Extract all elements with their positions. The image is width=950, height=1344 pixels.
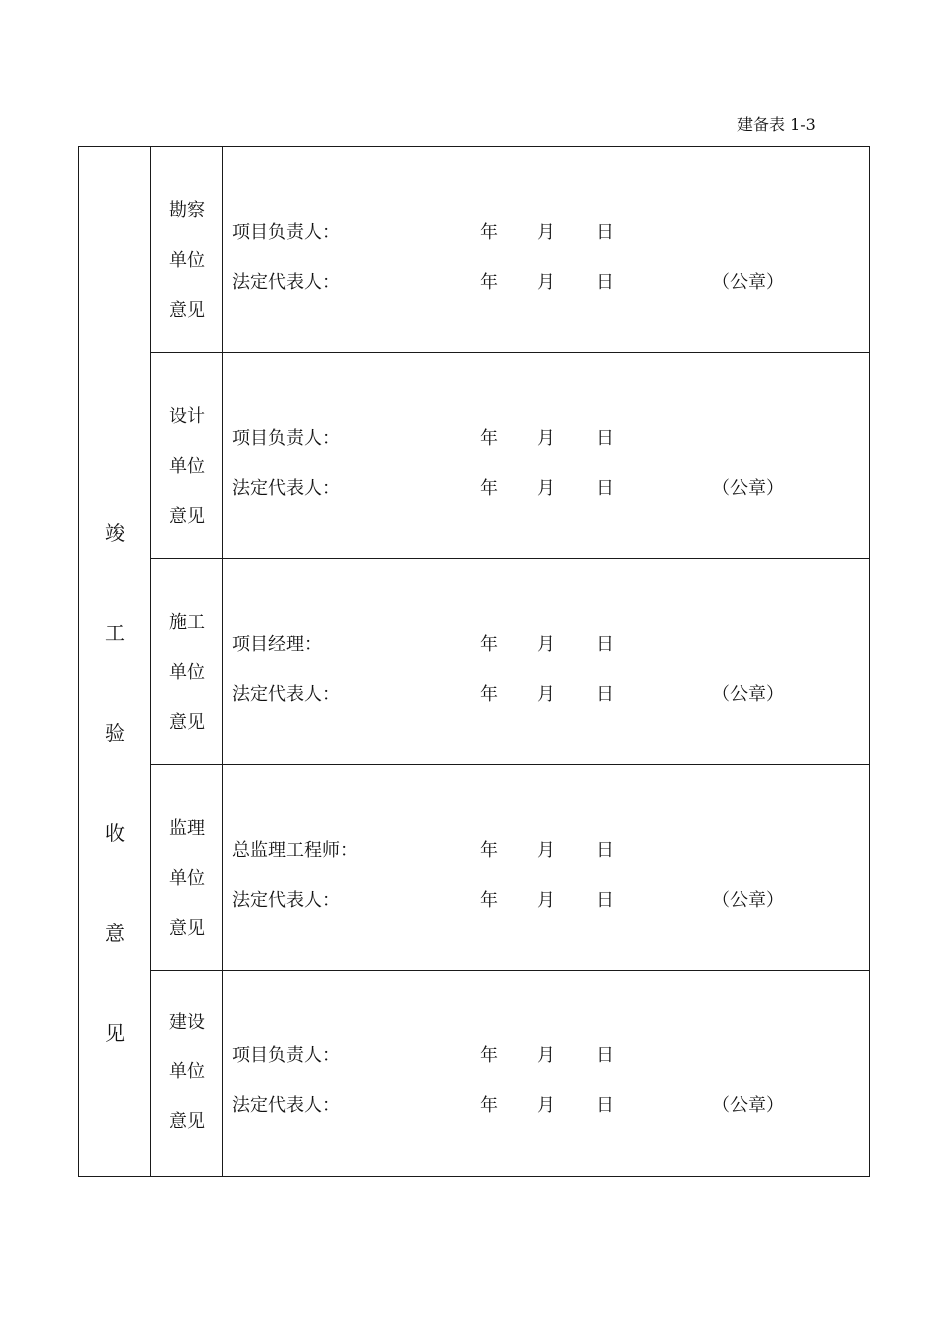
signer-label: 法定代表人： <box>232 1095 340 1116</box>
date-day: 日 <box>596 684 614 705</box>
org-label-line: 单位 <box>169 250 205 271</box>
date-day: 日 <box>596 478 614 499</box>
outer-label-char: 意 <box>105 921 125 945</box>
signature-row <box>151 839 869 863</box>
signer-label: 项目负责人： <box>232 222 340 243</box>
signature-row <box>151 683 869 707</box>
date-day: 日 <box>596 1095 614 1116</box>
outer-label-char: 收 <box>105 821 125 845</box>
signature-row <box>151 633 869 657</box>
date-day: 日 <box>596 272 614 293</box>
org-label-line: 监理 <box>169 818 205 839</box>
date-year: 年 <box>480 478 498 499</box>
date-year: 年 <box>480 428 498 449</box>
date-day: 日 <box>596 634 614 655</box>
date-month: 月 <box>537 272 555 293</box>
date-day: 日 <box>596 428 614 449</box>
org-label-line: 单位 <box>169 868 205 889</box>
signer-label: 法定代表人： <box>232 478 340 499</box>
date-month: 月 <box>537 1045 555 1066</box>
design-unit-section <box>151 353 869 559</box>
date-year: 年 <box>480 684 498 705</box>
date-month: 月 <box>537 890 555 911</box>
date-year: 年 <box>480 1045 498 1066</box>
outer-label-char: 竣 <box>105 521 125 545</box>
outer-label-char: 见 <box>105 1021 125 1045</box>
org-label-line: 单位 <box>169 456 205 477</box>
signer-label: 项目负责人： <box>232 1045 340 1066</box>
org-label <box>151 353 223 558</box>
date-day: 日 <box>596 890 614 911</box>
signer-label: 项目经理： <box>232 634 322 655</box>
date-year: 年 <box>480 1095 498 1116</box>
outer-label-char: 工 <box>105 621 125 645</box>
org-label-line: 意见 <box>169 300 205 321</box>
signer-label: 法定代表人： <box>232 684 340 705</box>
signature-row <box>151 271 869 295</box>
acceptance-opinion-table <box>78 146 870 1177</box>
org-label <box>151 765 223 970</box>
owner-unit-section <box>151 971 869 1177</box>
date-day: 日 <box>596 840 614 861</box>
org-label-line: 单位 <box>169 1061 205 1082</box>
completion-acceptance-opinion-label <box>79 147 151 1176</box>
official-seal-label: （公章） <box>712 1095 784 1116</box>
signer-label: 总监理工程师： <box>232 840 358 861</box>
official-seal-label: （公章） <box>712 272 784 293</box>
date-day: 日 <box>596 222 614 243</box>
signer-label: 法定代表人： <box>232 272 340 293</box>
org-label-line: 意见 <box>169 506 205 527</box>
date-year: 年 <box>480 222 498 243</box>
org-label-line: 建设 <box>169 1012 205 1033</box>
org-label <box>151 147 223 352</box>
org-label-line: 单位 <box>169 662 205 683</box>
org-label-line: 意见 <box>169 712 205 733</box>
date-month: 月 <box>537 634 555 655</box>
org-label <box>151 971 223 1177</box>
date-day: 日 <box>596 1045 614 1066</box>
signature-row <box>151 477 869 501</box>
construction-unit-section <box>151 559 869 765</box>
signature-row <box>151 1044 869 1068</box>
signature-row <box>151 889 869 913</box>
org-label-line: 施工 <box>169 612 205 633</box>
org-label <box>151 559 223 764</box>
date-year: 年 <box>480 634 498 655</box>
org-label-line: 意见 <box>169 1111 205 1132</box>
date-year: 年 <box>480 272 498 293</box>
signer-label: 法定代表人： <box>232 890 340 911</box>
date-month: 月 <box>537 222 555 243</box>
date-month: 月 <box>537 1095 555 1116</box>
supervision-unit-section <box>151 765 869 971</box>
date-month: 月 <box>537 684 555 705</box>
date-month: 月 <box>537 428 555 449</box>
org-label-line: 勘察 <box>169 200 205 221</box>
date-month: 月 <box>537 478 555 499</box>
org-label-line: 设计 <box>169 406 205 427</box>
signature-row <box>151 427 869 451</box>
date-month: 月 <box>537 840 555 861</box>
survey-unit-section <box>151 147 869 353</box>
signature-row <box>151 1094 869 1118</box>
official-seal-label: （公章） <box>712 890 784 911</box>
date-year: 年 <box>480 890 498 911</box>
form-code: 建备表 1-3 <box>737 115 816 134</box>
date-year: 年 <box>480 840 498 861</box>
signature-row <box>151 221 869 245</box>
outer-label-char: 验 <box>105 721 125 745</box>
org-label-line: 意见 <box>169 918 205 939</box>
official-seal-label: （公章） <box>712 478 784 499</box>
official-seal-label: （公章） <box>712 684 784 705</box>
signer-label: 项目负责人： <box>232 428 340 449</box>
